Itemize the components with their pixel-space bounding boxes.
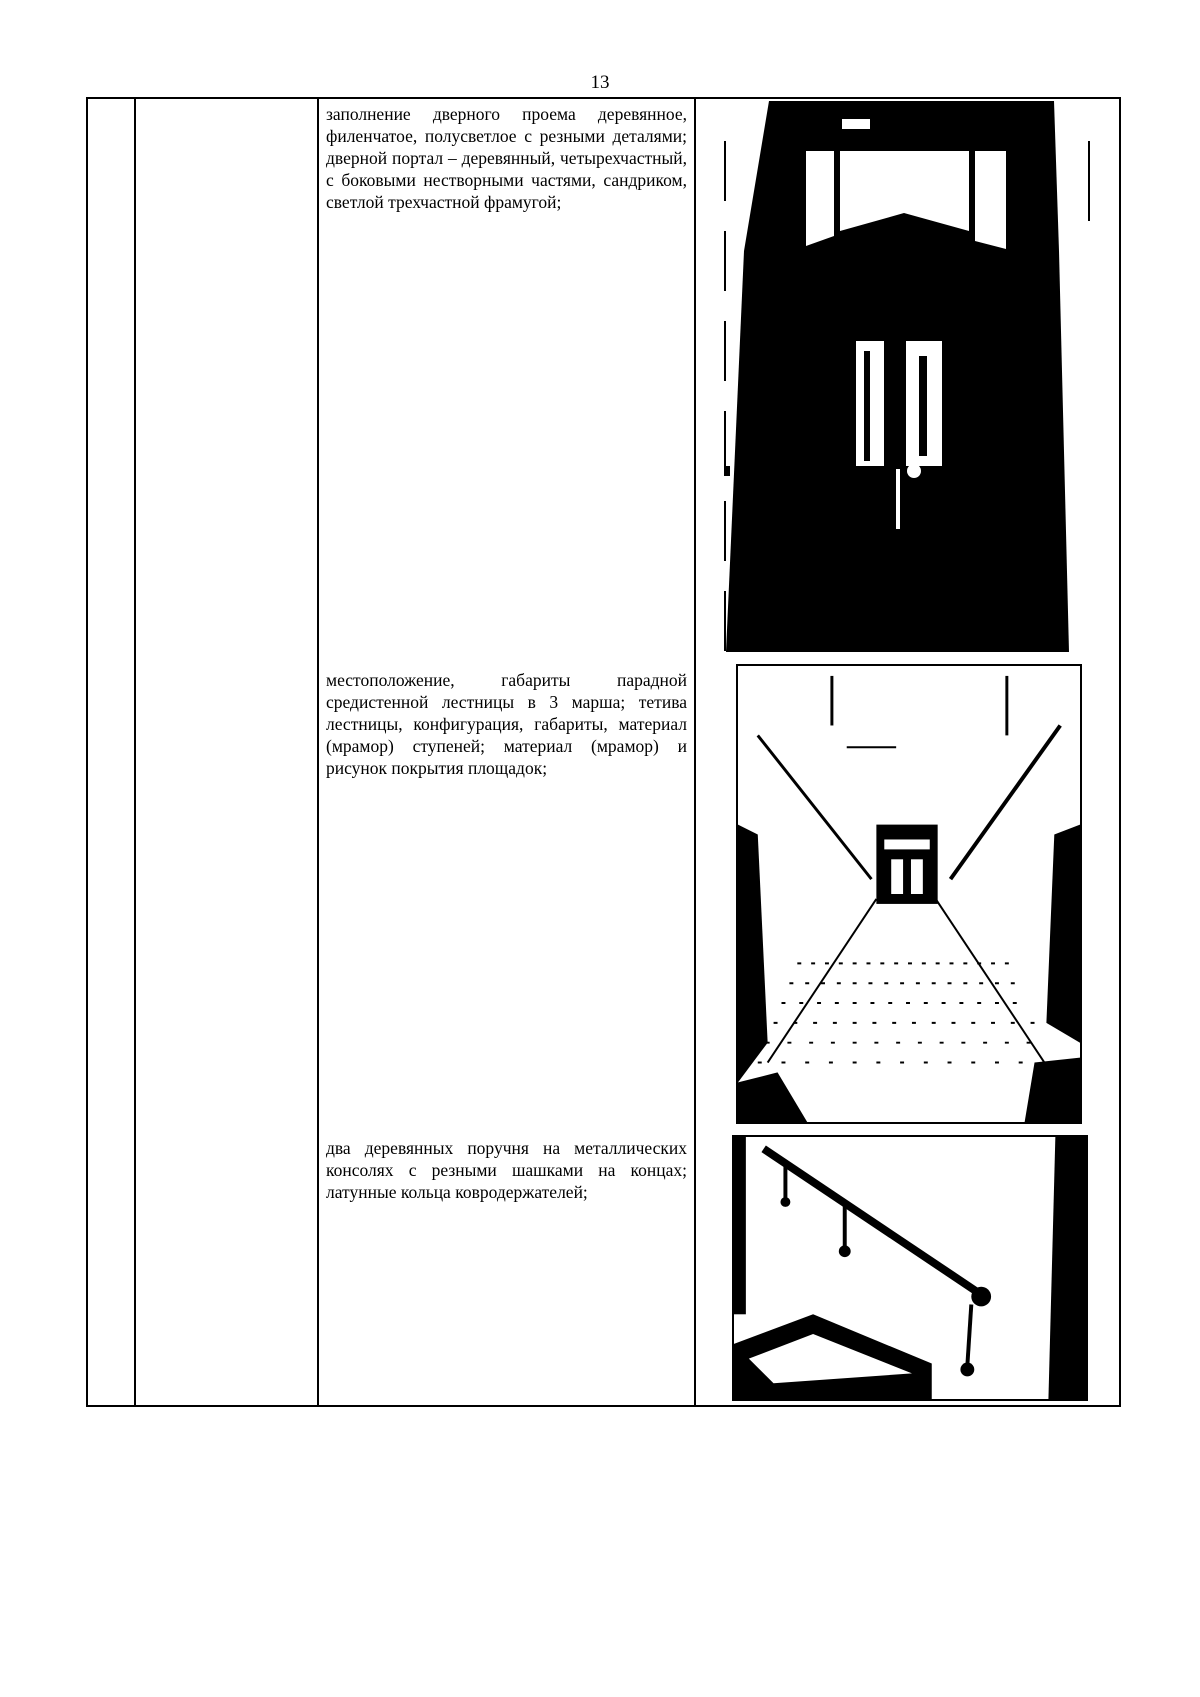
page-number: 13 — [590, 72, 610, 93]
row-1-description: заполнение дверного проема деревянное, филенчатое, полусветлое с резными деталями; дверной портал – деревянный, четырехчастный, с боковыми нестворными частями, сандриком, светлой трехчастной фрамугой; — [326, 104, 687, 212]
door-portal-photo — [724, 101, 1094, 652]
column-divider-1 — [134, 99, 136, 1405]
row-3-description: два деревянных поручня на металлических консолях с резными шашками на концах; латунные кольца ковродержателей; — [326, 1138, 687, 1202]
staircase-photo — [736, 664, 1082, 1124]
column-divider-3 — [694, 99, 696, 1405]
heritage-elements-table — [86, 97, 1121, 1407]
handrail-photo — [732, 1135, 1088, 1401]
column-divider-2 — [317, 99, 319, 1405]
row-2-description: местоположение, габариты парадной средистенной лестницы в 3 марша; тетива лестницы, конфигурация, габариты, материал (мрамор) ступеней; материал (мрамор) и рисунок покрытия площадок; — [326, 670, 687, 778]
